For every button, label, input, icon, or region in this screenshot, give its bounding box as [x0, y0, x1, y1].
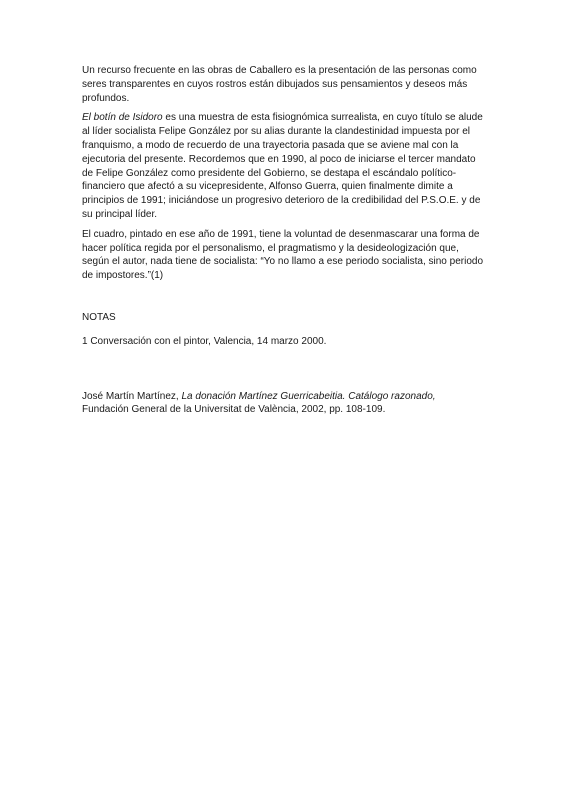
- paragraph-cuadro: El cuadro, pintado en ese año de 1991, tiene la voluntad de desenmascarar una forma de hacer política regida por el personalismo, el pragmatismo y la desideologización que, según el autor, nada tiene de socialista: “Yo no llamo a ese periodo socialista, sino periodo de impostores.”(1): [82, 228, 484, 282]
- paragraph-intro: Un recurso frecuente en las obras de Caballero es la presentación de las personas como seres transparentes en cuyos rostros están dibujados sus pensamientos y deseos más profundos.: [82, 65, 477, 104]
- paragraph-botin-text: es una muestra de esta fisiognómica surrealista, en cuyo título se alude al líder socialista Felipe González por su alias durante la clandestinidad impuesta por el franquismo, a modo de recuerdo de una trayectoria pasada que se aviene mal con la ejecutoria del presente. Recordemos que en 1990, al poco de iniciarse el tercer mandato de Felipe González como presidente del Gobierno, se destapa el escándalo político- financiero que afectó a su vicepresidente, Alfonso Guerra, quien finalmente dimite a principios de 1991; iniciándose un progresivo deterioro de la credibilidad del P.S.O.E. y de su principal líder.: [82, 112, 483, 220]
- citation-publisher: Fundación General de la Universitat de València, 2002, pp. 108-109.: [82, 404, 386, 416]
- notes-heading: NOTAS: [82, 311, 116, 323]
- citation-title: La donación Martínez Guerricabeitia. Catálogo razonado,: [181, 390, 436, 402]
- artwork-title: El botín de Isidoro: [82, 112, 163, 124]
- citation: [82, 390, 484, 418]
- paragraph-botin: [82, 111, 484, 221]
- note-item: 1 Conversación con el pintor, Valencia, 14 marzo 2000.: [82, 335, 327, 347]
- citation-author: José Martín Martínez,: [82, 390, 182, 402]
- document-page: [82, 64, 484, 417]
